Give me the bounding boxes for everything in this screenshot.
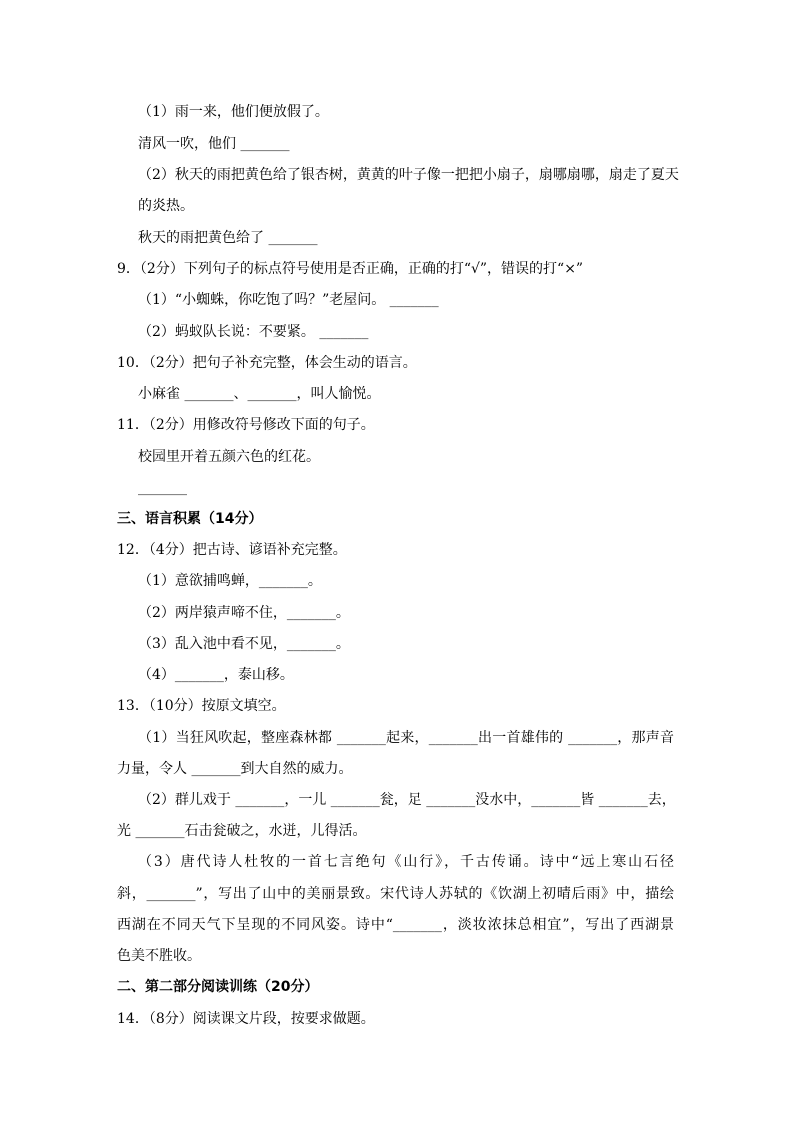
question-13-sub3-cont1: 斜，_______”，写出了山中的美丽景致。宋代诗人苏轼的《饮湖上初晴后雨》中，描绘 (117, 886, 674, 902)
question-13: 13．（10分）按原文填空。 (117, 698, 286, 714)
question-10: 10．（2分）把句子补充完整，体会生动的语言。 (117, 355, 417, 371)
question-11: 11．（2分）用修改符号修改下面的句子。 (117, 417, 375, 433)
section-3-heading: 三、语言积累（14分） (117, 511, 263, 527)
question-12-sub4: （4）_______，泰山移。 (138, 667, 294, 683)
question-12: 12．（4分）把古诗、谚语补充完整。 (117, 542, 347, 558)
question-13-sub2-cont: 光 _______石击瓮破之，水迸，儿得活。 (117, 823, 367, 839)
question-13-sub2: （2）群儿戏于 _______，一儿 _______瓮，足 _______没水中，_______皆 _______去， (138, 792, 676, 808)
item-8-sub2-prompt: （2）秋天的雨把黄色给了银杏树，黄黄的叶子像一把把小扇子，扇哪扇哪，扇走了夏天 (138, 167, 679, 183)
question-11-sentence: 校园里开着五颜六色的红花。 (138, 449, 320, 465)
question-12-sub2: （2）两岸猿声啼不住，_______。 (138, 605, 350, 621)
question-13-sub1-cont: 力量，令人 _______到大自然的威力。 (117, 761, 353, 777)
section-reading-heading: 二、第二部分阅读训练（20分） (117, 979, 319, 995)
question-9: 9．（2分）下列句子的标点符号使用是否正确，正确的打“√”，错误的打“×” (117, 261, 584, 277)
question-12-sub3: （3）乱入池中看不见，_______。 (138, 636, 350, 652)
question-9-sub2: （2）蚂蚁队长说：不要紧。 _______ (138, 324, 369, 340)
question-13-sub1: （1）当狂风吹起，整座森林都 _______起来，_______出一首雄伟的 _______，那声音 (138, 730, 674, 746)
question-9-sub1: （1）“小蜘蛛，你吃饱了吗？”老屋问。 _______ (138, 292, 439, 308)
question-12-sub1: （1）意欲捕鸣蝉，_______。 (138, 573, 322, 589)
question-11-answer-blank: _______ (138, 480, 187, 496)
question-10-sentence: 小麻雀 _______、_______，叫人愉悦。 (138, 386, 381, 402)
question-14: 14．（8分）阅读课文片段，按要求做题。 (117, 1011, 375, 1027)
question-13-sub3: （3）唐代诗人杜牧的一首七言绝句《山行》，千古传诵。诗中“远上寒山石径 (138, 854, 674, 870)
item-8-sub1-answer: 清风一吹，他们 _______ (138, 136, 290, 152)
item-8-sub2-prompt-cont: 的炎热。 (138, 198, 194, 214)
item-8-sub2-answer: 秋天的雨把黄色给了 _______ (138, 230, 318, 246)
question-13-sub3-cont3: 色美不胜收。 (117, 948, 201, 964)
question-13-sub3-cont2: 西湖在不同天气下呈现的不同风姿。诗中“_______，淡妆浓抹总相宜”，写出了西湖景 (117, 917, 674, 933)
item-8-sub1-prompt: （1）雨一来，他们便放假了。 (138, 104, 329, 120)
